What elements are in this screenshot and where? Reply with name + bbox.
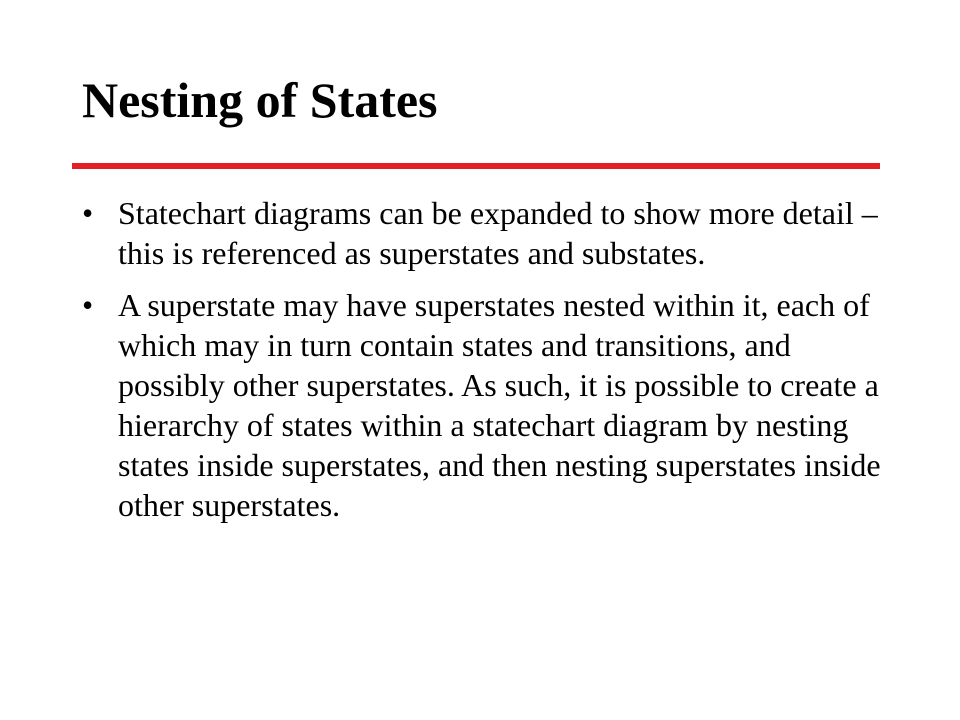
bullet-dot-icon: • xyxy=(82,195,94,231)
bullet-item xyxy=(82,285,882,525)
bullet-text: A superstate may have superstates nested within it, each of which may in turn contain states and transitions, and possibly other superstates. As such, it is possible to create a hierarchy of states within a statechart diagram by nesting states inside superstates, and then nesting superstates inside other superstates. xyxy=(118,287,881,523)
bullet-text: Statechart diagrams can be expanded to show more detail – this is referenced as superstates and substates. xyxy=(118,195,878,271)
slide-title: Nesting of States xyxy=(82,72,438,128)
bullet-item xyxy=(82,193,882,273)
title-underline-rule xyxy=(72,163,880,169)
bullet-dot-icon: • xyxy=(82,287,94,323)
bullet-list xyxy=(82,193,882,537)
